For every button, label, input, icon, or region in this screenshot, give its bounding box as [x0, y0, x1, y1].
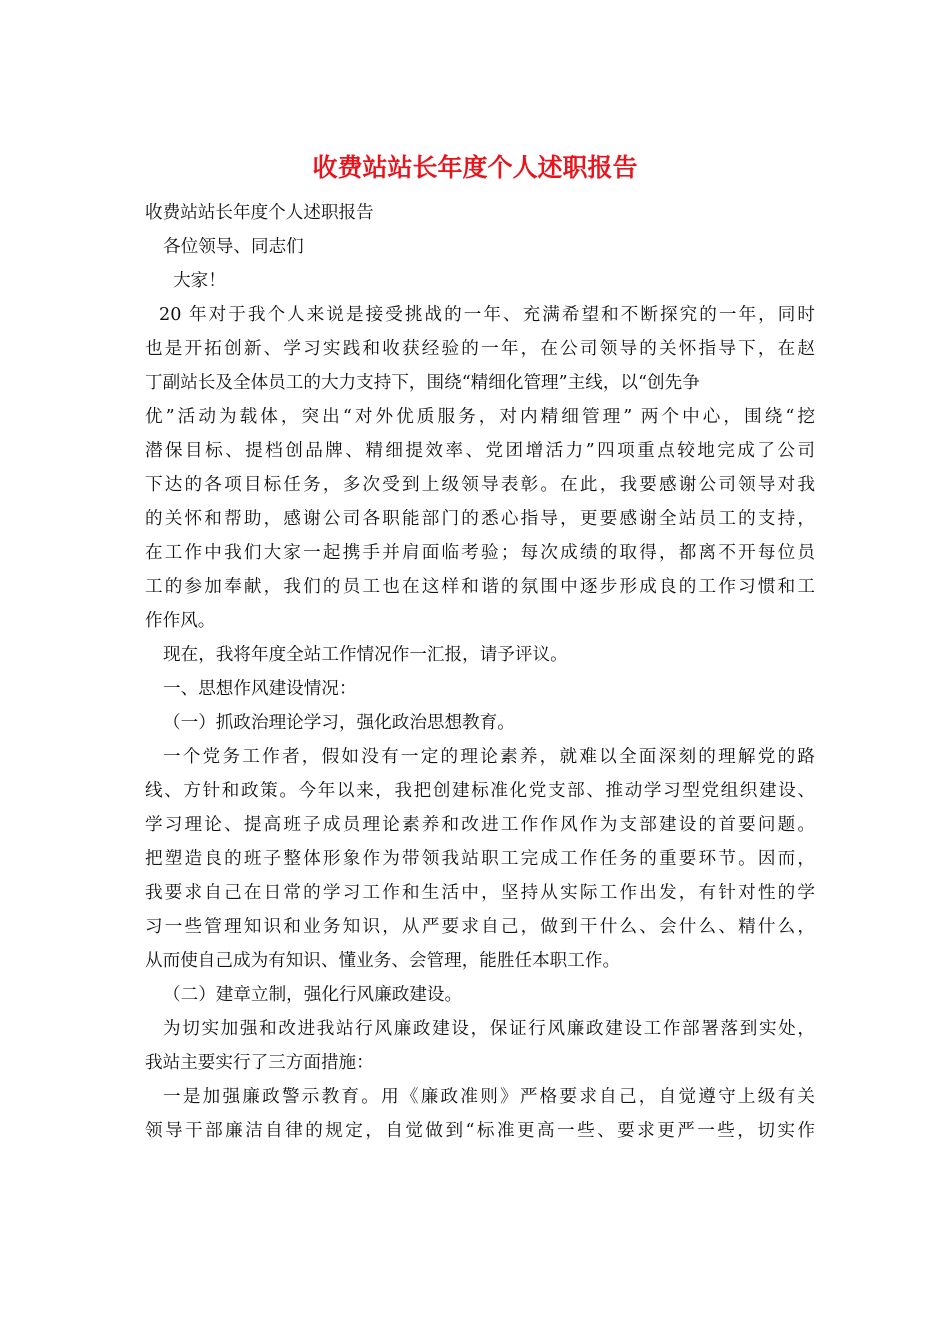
text-line: 作作风。 — [145, 611, 216, 631]
text-line: 线、方针和政策。今年以来，我把创建标准化党支部、推动学习型党组织建设、 — [145, 781, 815, 801]
text-line: 丁副站长及全体员工的大力支持下，围绕“精细化管理”主线，以“创先争 — [145, 373, 700, 393]
text-line: 一个党务工作者，假如没有一定的理论素养，就难以全面深刻的理解党的路 — [163, 747, 815, 767]
text-line: 我要求自己在日常的学习工作和生活中，坚持从实际工作出发，有针对性的学 — [145, 883, 815, 903]
document-body — [145, 196, 815, 1148]
text-line: 为切实加强和改进我站行风廉政建设，保证行风廉政建设工作部署落到实处， — [163, 1019, 815, 1039]
text-line: 从而使自己成为有知识、懂业务、会管理，能胜任本职工作。 — [145, 951, 621, 971]
text-line: 在工作中我们大家一起携手并肩面临考验；每次成绩的取得，都离不开每位员 — [145, 543, 815, 563]
text-line: 各位领导、同志们 — [163, 237, 304, 257]
text-line: 优”活动为载体，突出“对外优质服务，对内精细管理” 两个中心，围绕“挖 — [145, 407, 815, 427]
text-line: 现在，我将年度全站工作情况作一汇报，请予评议。 — [163, 645, 568, 665]
text-line: （一）抓政治理论学习，强化政治思想教育。 — [163, 713, 515, 733]
text-line: 工的参加奉献，我们的员工也在这样和谐的氛围中逐步形成良的工作习惯和工 — [145, 577, 815, 597]
text-line: 也是开拓创新、学习实践和收获经验的一年，在公司领导的关怀指导下，在赵 — [145, 339, 815, 359]
text-line: 大家！ — [173, 271, 226, 291]
text-line: 习一些管理知识和业务知识，从严要求自己，做到干什么、会什么、精什么， — [145, 917, 815, 937]
text-line: （二）建章立制，强化行风廉政建设。 — [163, 985, 463, 1005]
text-line: 学习理论、提高班子成员理论素养和改进工作作风作为支部建设的首要问题。 — [145, 815, 815, 835]
text-line: 潜保目标、提档创品牌、精细提效率、党团增活力”四项重点较地完成了公司 — [145, 441, 815, 461]
text-line: 下达的各项目标任务，多次受到上级领导表彰。在此，我要感谢公司领导对我 — [145, 475, 815, 495]
text-line: 收费站站长年度个人述职报告 — [145, 203, 374, 223]
text-line: 20 年对于我个人来说是接受挑战的一年、充满希望和不断探究的一年，同时 — [159, 305, 815, 325]
document-title: 收费站站长年度个人述职报告 — [312, 153, 638, 182]
text-line: 一、思想作风建设情况： — [163, 679, 357, 699]
text-line: 领导干部廉洁自律的规定，自觉做到“标准更高一些、要求更严一些，切实作 — [145, 1121, 815, 1141]
text-line: 的关怀和帮助，感谢公司各职能部门的悉心指导，更要感谢全站员工的支持， — [145, 509, 815, 529]
text-line: 我站主要实行了三方面措施： — [145, 1053, 374, 1073]
text-line: 把塑造良的班子整体形象作为带领我站职工完成工作任务的重要环节。因而， — [145, 849, 815, 869]
text-line: 一是加强廉政警示教育。用《廉政准则》严格要求自己，自觉遵守上级有关 — [163, 1087, 815, 1107]
